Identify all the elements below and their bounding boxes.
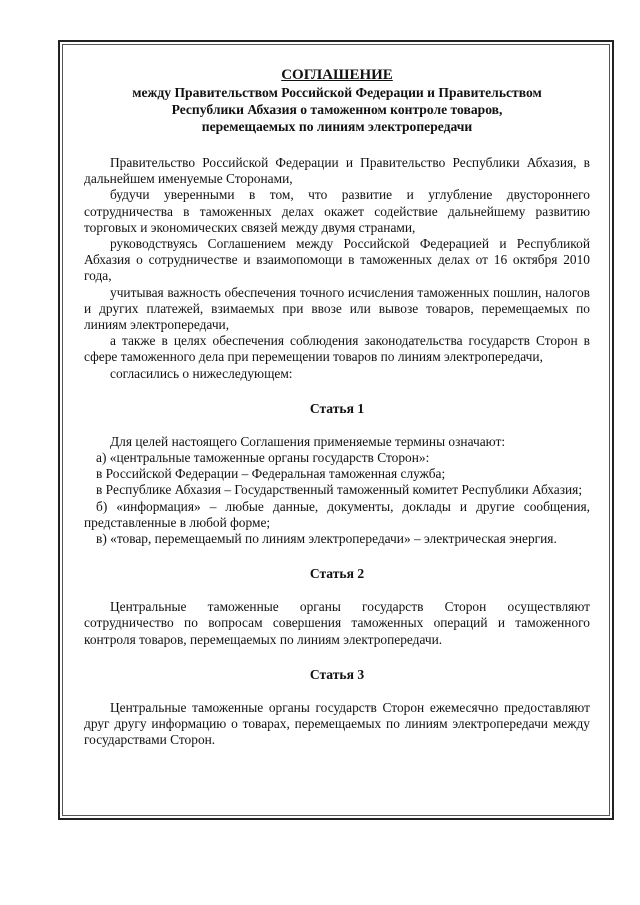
article-paragraph: б) «информация» – любые данные, документы, доклады и другие сообщения, представленные в любой форме; <box>84 498 590 530</box>
article-1-heading: Статья 1 <box>309 400 365 416</box>
article-1-body <box>84 434 590 547</box>
article-paragraph: Центральные таможенные органы государств Сторон ежемесячно предоставляют друг другу информацию о товарах, перемещаемых по линиям электропередачи между государствами Сторон. <box>84 699 590 748</box>
article-paragraph: Центральные таможенные органы государств Сторон осуществляют сотрудничество по вопросам совершения таможенных операций и таможенного контроля товаров, перемещаемых по линиям электропередачи. <box>84 599 590 647</box>
preamble-paragraph: согласились о нижеследующем: <box>110 365 293 381</box>
preamble-paragraph: Правительство Российской Федерации и Правительство Республики Абхазия, в дальнейшем именуемые Сторонами, <box>84 155 590 187</box>
document-subtitle <box>84 84 590 135</box>
article-3-heading: Статья 3 <box>309 666 365 682</box>
subtitle-line: перемещаемых по линиям электропередачи <box>201 119 473 134</box>
document-body <box>84 66 590 748</box>
article-paragraph: в Республике Абхазия – Государственный таможенный комитет Республики Абхазия; <box>96 482 583 498</box>
article-paragraph: а) «центральные таможенные органы государств Сторон»: <box>96 450 430 466</box>
article-paragraph: Для целей настоящего Соглашения применяемые термины означают: <box>110 433 506 449</box>
subtitle-line: Республики Абхазия о таможенном контроле товаров, <box>171 102 503 117</box>
subtitle-line: между Правительством Российской Федерации и Правительством <box>132 85 542 100</box>
article-3-body <box>84 700 590 749</box>
article-2-heading: Статья 2 <box>309 566 365 582</box>
article-2-body <box>84 599 590 648</box>
article-paragraph: в) «товар, перемещаемый по линиям электропередачи» – электрическая энергия. <box>96 531 557 547</box>
document-title: СОГЛАШЕНИЕ <box>281 67 393 83</box>
preamble-paragraph: руководствуясь Соглашением между Российской Федерацией и Республикой Абхазия о сотрудничестве и взаимопомощи в таможенных делах от 16 октября 2010 года, <box>84 236 590 284</box>
preamble <box>84 155 590 382</box>
preamble-paragraph: а также в целях обеспечения соблюдения законодательства государств Сторон в сфере таможенного дела при перемещении товаров по линиям электропередачи, <box>84 333 590 365</box>
preamble-paragraph: будучи уверенными в том, что развитие и углубление двустороннего сотрудничества в таможенных делах окажет содействие дальнейшему развитию торговых и экономических связей между двумя странами, <box>84 187 590 235</box>
article-paragraph: в Российской Федерации – Федеральная таможенная служба; <box>96 466 446 482</box>
preamble-paragraph: учитывая важность обеспечения точного исчисления таможенных пошлин, налогов и других платежей, взимаемых при ввозе или вывозе товаров, перемещаемых по линиям электропередачи, <box>84 284 590 333</box>
